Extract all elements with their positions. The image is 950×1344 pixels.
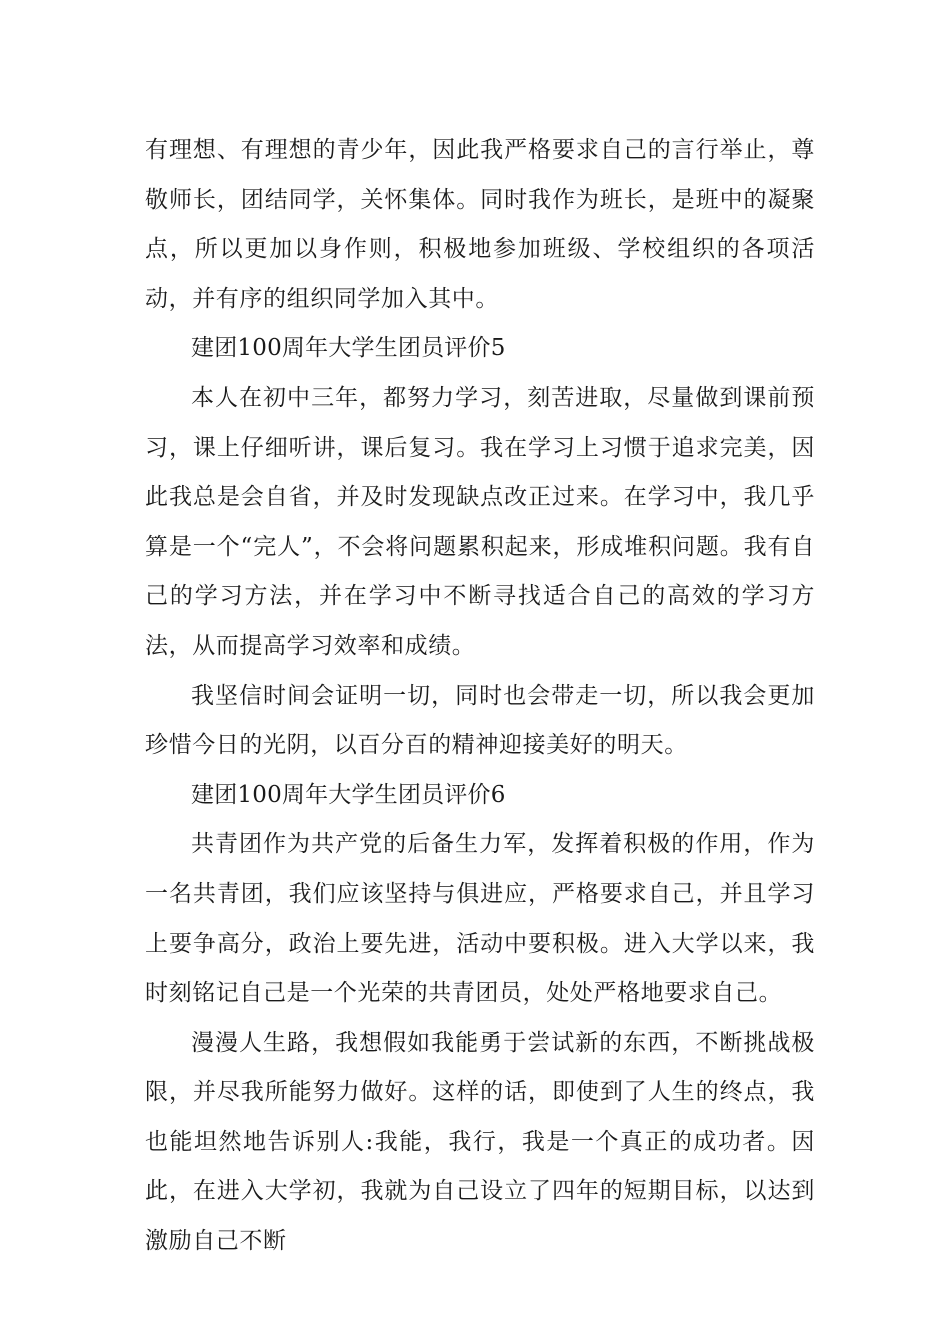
paragraph-life-goals: 漫漫人生路，我想假如我能勇于尝试新的东西，不断挑战极限，并尽我所能努力做好。这样的话，即使到了人生的终点，我也能坦然地告诉别人:我能，我行，我是一个真正的成功者。因此，在进入大学初，我就为自己设立了四年的短期目标，以达到激励自己不断: [145, 1029, 815, 1255]
paragraph-league-role: 共青团作为共产党的后备生力军，发挥着积极的作用，作为一名共青团，我们应该坚持与俱进应，严格要求自己，并且学习上要争高分，政治上要先进，活动中要积极。进入大学以来，我时刻铭记自己是一个光荣的共青团员，处处严格地要求自己。: [145, 831, 815, 1007]
paragraph-time-belief: 我坚信时间会证明一切，同时也会带走一切，所以我会更加珍惜今日的光阴，以百分百的精神迎接美好的明天。: [145, 682, 815, 759]
document-body: [145, 126, 815, 1267]
paragraph-study-habits: 本人在初中三年，都努力学习，刻苦进取，尽量做到课前预习，课上仔细听讲，课后复习。我在学习上习惯于追求完美，因此我总是会自省，并及时发现缺点改正过来。在学习中，我几乎算是一个“完人”，不会将问题累积起来，形成堆积问题。我有自己的学习方法，并在学习中不断寻找适合自己的高效的学习方法，从而提高学习效率和成绩。: [145, 384, 815, 659]
paragraph-continuation: 有理想、有理想的青少年，因此我严格要求自己的言行举止，尊敬师长，团结同学，关怀集体。同时我作为班长，是班中的凝聚点，所以更加以身作则，积极地参加班级、学校组织的各项活动，并有序的组织同学加入其中。: [145, 137, 815, 312]
section-heading-5: 建团100周年大学生团员评价5: [191, 335, 506, 362]
section-heading-6: 建团100周年大学生团员评价6: [191, 781, 506, 808]
